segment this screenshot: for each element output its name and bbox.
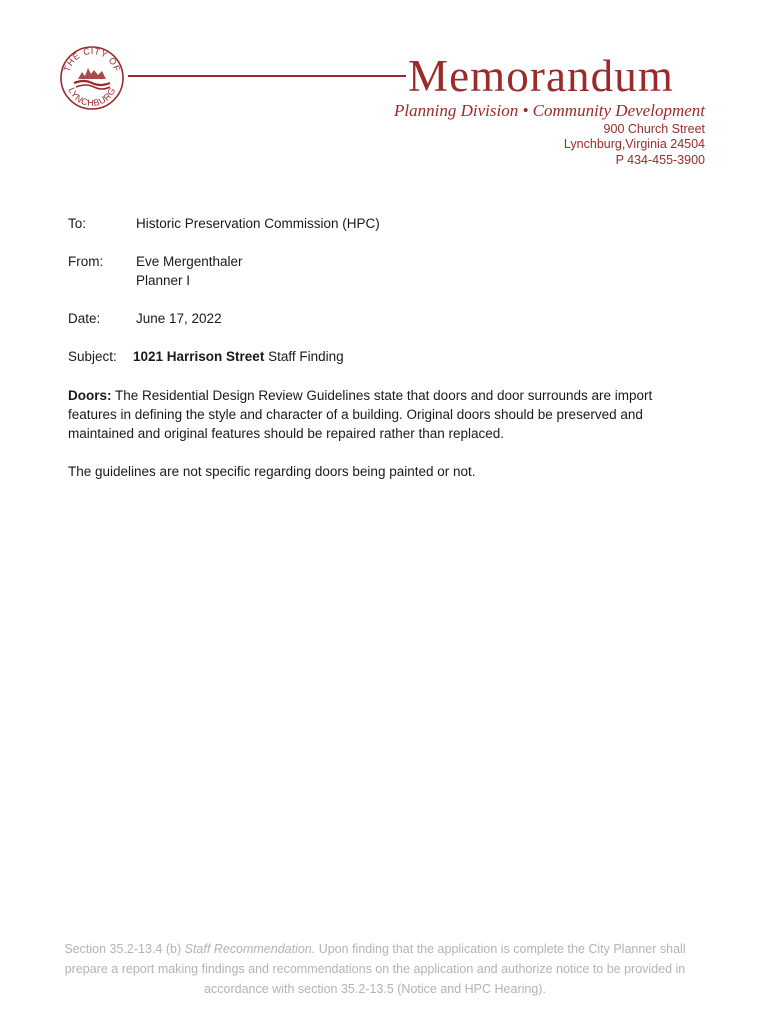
subject-rest: Staff Finding [264, 349, 344, 364]
from-label: From: [68, 254, 104, 269]
to-label: To: [68, 216, 87, 231]
date-value: June 17, 2022 [136, 311, 222, 326]
subject-address: 1021 Harrison Street [133, 349, 265, 364]
seal-text-top: THE CITY OF [61, 45, 123, 74]
header-rule [128, 75, 406, 77]
department-line: Planning Division • Community Development [394, 101, 705, 120]
memo-title: Memorandum [408, 51, 674, 101]
footer-part1: Section 35.2-13.4 (b) [64, 942, 185, 956]
doors-paragraph [68, 386, 678, 443]
address-street: 900 Church Street [603, 122, 705, 136]
address-city: Lynchburg,Virginia 24504 [563, 137, 705, 151]
guidelines-paragraph: The guidelines are not specific regarding doors being painted or not. [68, 464, 476, 479]
svg-text:THE CITY OF [62, 46, 123, 73]
svg-text:LYNCHBURG [66, 86, 117, 109]
seal-text-bottom: LYNCHBURG [66, 85, 118, 109]
doors-text: The Residential Design Review Guidelines state that doors and door surrounds are import features in defining the style and character of a building. Original doors should be preserved and maintained and original features should be repaired rather than replaced. [68, 388, 653, 441]
from-title: Planner I [136, 273, 191, 288]
subject-value [133, 347, 344, 366]
footer-part2: Upon finding that the application is complete the City Planner shall prepare a report making findings and recommendations on the application and authorize notice to be provided in accordance with section 35.2-13.5 (Notice and HPC Hearing). [64, 942, 686, 996]
subject-label: Subject: [68, 349, 117, 364]
phone-number: P 434-455-3900 [615, 153, 705, 167]
footer-note [60, 939, 690, 999]
doors-label: Doors: [68, 388, 112, 403]
city-seal-logo [60, 41, 124, 115]
footer-italic: Staff Recommendation. [184, 942, 316, 956]
from-name: Eve Mergenthaler [136, 254, 243, 269]
date-label: Date: [68, 311, 101, 326]
to-value: Historic Preservation Commission (HPC) [136, 216, 380, 231]
